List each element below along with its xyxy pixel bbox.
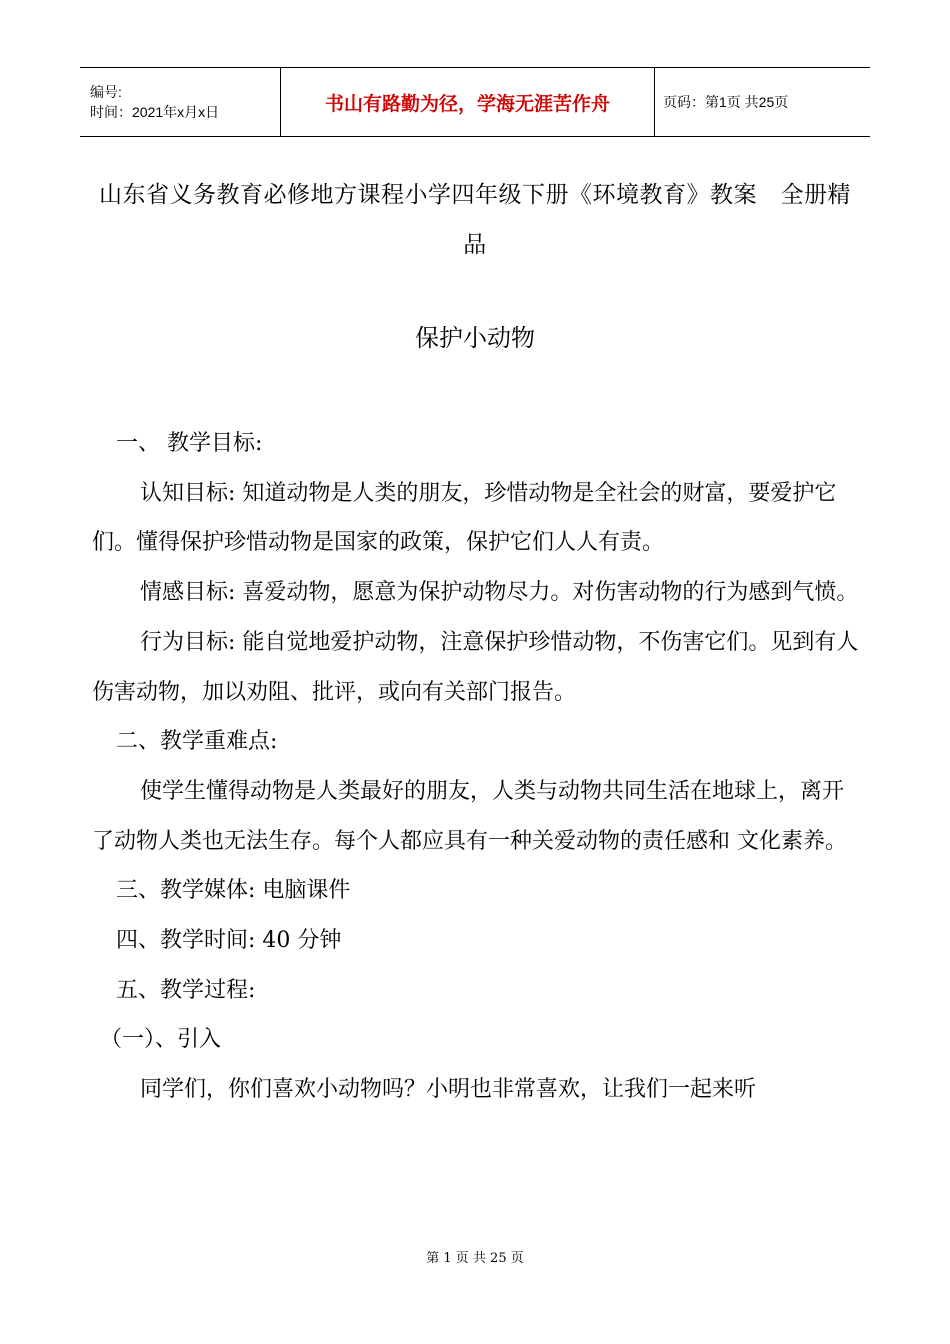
document-title: 山东省义务教育必修地方课程小学四年级下册《环境教育》教案 全册精品 [99,182,851,258]
number-label: 编号: [90,84,122,100]
document-body [92,419,862,1115]
document-header-table [80,67,870,137]
page-footer: 第 1 页 共 25 页 [426,1251,524,1266]
lesson-title: 保护小动物 [415,324,535,352]
paragraph-key-points: 使学生懂得动物是人类最好的朋友，人类与动物共同生活在地球上，离开了动物人类也无法生存。每个人都应具有一种关爱动物的责任感和 文化素养。 [92,778,847,854]
section-heading-process: 五、教学过程: [116,977,256,1003]
motto-text: 书山有路勤为径，学海无涯苦作舟 [324,92,610,115]
paragraph-introduction: 同学们，你们喜欢小动物吗？小明也非常喜欢，让我们一起来听 [140,1077,757,1103]
header-motto-cell [281,68,655,136]
page-info: 页码：第1页 共25页 [663,94,789,110]
paragraph-behavior-goal: 行为目标: 能自觉地爱护动物，注意保护珍惜动物，不伤害它们。见到有人伤害动物，加以劝阻、批评，或向有关部门报告。 [92,629,859,705]
paragraph-emotional-goal: 情感目标: 喜爱动物，愿意为保护动物尽力。对伤害动物的行为感到气愤。 [140,580,859,606]
header-page-cell [655,68,870,136]
time-label: 时间：2021年x月x日 [90,104,220,120]
section-heading-media: 三、教学媒体: 电脑课件 [116,878,351,904]
paragraph-cognitive-goal: 认知目标: 知道动物是人类的朋友，珍惜动物是全社会的财富，要爱护它们。懂得保护珍惜动物是国家的政策，保护它们人人有责。 [92,480,837,556]
subsection-introduction: （一）、引入 [100,1027,222,1053]
section-heading-time: 四、教学时间: 40 分钟 [116,928,342,954]
section-heading-objectives: 一、 教学目标: [116,431,263,456]
header-meta-cell [80,68,281,136]
section-heading-key-points: 二、教学重难点: [116,729,278,755]
